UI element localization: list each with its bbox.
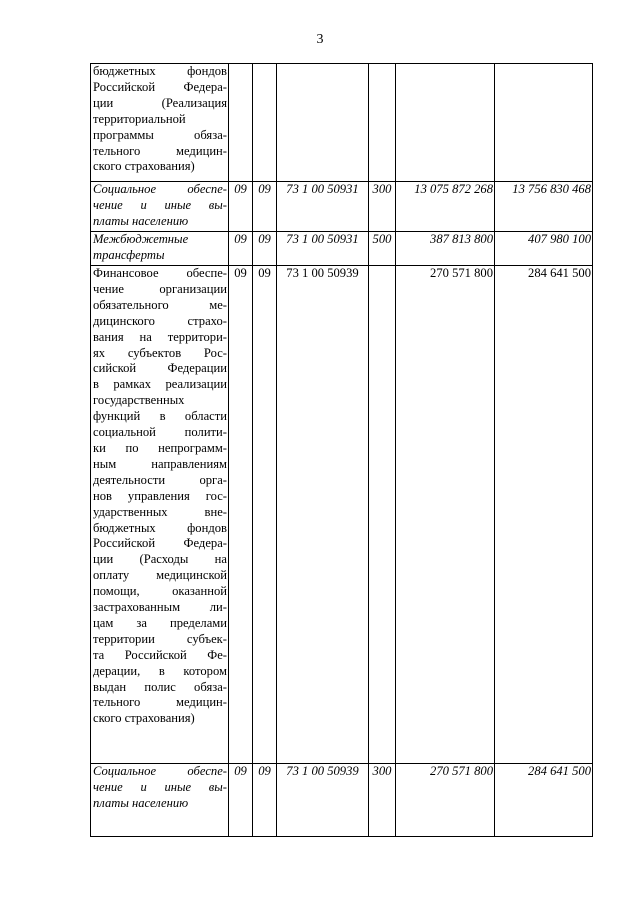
name-line: цам за пределами (93, 615, 227, 630)
name-line: платы населению (93, 795, 189, 810)
cell-amount-year1: 387 813 800 (396, 232, 495, 266)
name-line: сийской Федерации (93, 361, 227, 376)
cell-target-article: 73 1 00 50931 (277, 182, 369, 232)
name-line: оплату медицинской (93, 568, 227, 583)
cell-expense-type: 300 (369, 764, 396, 837)
name-line: чение и иные вы- (93, 779, 227, 794)
cell-name (91, 266, 229, 764)
name-line: государственных (93, 393, 185, 408)
name-line: платы населению (93, 213, 189, 228)
name-line: ки по непрограмм- (93, 440, 227, 455)
table-row (91, 182, 593, 232)
name-line: бюджетных фондов (93, 520, 227, 535)
name-line: бюджетных фондов (93, 64, 227, 78)
name-line: Социальное обеспе- (93, 764, 227, 778)
name-line: вания на территори- (93, 329, 227, 344)
name-line: ского страхования) (93, 711, 195, 726)
cell-name (91, 182, 229, 232)
name-line: ударственных вне- (93, 504, 227, 519)
name-line: Финансовое обеспе- (93, 266, 227, 280)
cell-subsection: 09 (253, 182, 277, 232)
table-row (91, 64, 593, 182)
cell-subsection: 09 (253, 232, 277, 266)
name-line: программы обяза- (93, 127, 227, 142)
name-line: в рамках реализации (93, 377, 227, 392)
cell-subsection: 09 (253, 764, 277, 837)
cell-subsection: 09 (253, 266, 277, 764)
name-line: трансферты (93, 247, 165, 262)
cell-target-article: 73 1 00 50939 (277, 764, 369, 837)
table-row (91, 232, 593, 266)
name-line: социальной полити- (93, 425, 227, 440)
name-line: Российской Федера- (93, 536, 227, 551)
cell-target-article (277, 64, 369, 182)
name-line: территории субъек- (93, 631, 227, 646)
budget-table-body (91, 64, 593, 837)
cell-expense-type: 300 (369, 182, 396, 232)
cell-target-article: 73 1 00 50939 (277, 266, 369, 764)
name-line: та Российской Фе- (93, 647, 227, 662)
cell-expense-type: 500 (369, 232, 396, 266)
name-line: обязательного ме- (93, 297, 227, 312)
name-line: тельного медицин- (93, 695, 227, 710)
name-line: ции (Расходы на (93, 552, 227, 567)
name-line: выдан полис обяза- (93, 679, 227, 694)
name-line: нов управления гос- (93, 488, 227, 503)
page-number: 3 (316, 32, 324, 47)
name-line: помощи, оказанной (93, 584, 227, 599)
name-line: ского страхования) (93, 159, 195, 174)
cell-amount-year2: 407 980 100 (495, 232, 593, 266)
name-line: чение организации (93, 281, 227, 296)
cell-subsection (253, 64, 277, 182)
table-row (91, 266, 593, 764)
cell-section: 09 (229, 182, 253, 232)
table-row (91, 764, 593, 837)
name-line: дицинского страхо- (93, 313, 227, 328)
cell-section: 09 (229, 764, 253, 837)
cell-name (91, 232, 229, 266)
name-line: деятельности орга- (93, 472, 227, 487)
cell-amount-year1 (396, 64, 495, 182)
cell-amount-year1: 270 571 800 (396, 764, 495, 837)
cell-amount-year2 (495, 64, 593, 182)
budget-table (90, 63, 593, 837)
name-line: территориальной (93, 111, 186, 126)
name-line: Социальное обеспе- (93, 182, 227, 196)
cell-expense-type (369, 266, 396, 764)
name-line: ции (Реализация (93, 95, 227, 110)
cell-name (91, 64, 229, 182)
name-line: дерации, в котором (93, 663, 227, 678)
name-line: застрахованным ли- (93, 600, 227, 615)
name-line: Российской Федера- (93, 79, 227, 94)
name-line: Межбюджетные (93, 232, 189, 246)
name-line: тельного медицин- (93, 143, 227, 158)
name-line: чение и иные вы- (93, 197, 227, 212)
name-line: ным направлениям (93, 456, 227, 471)
cell-amount-year2: 284 641 500 (495, 266, 593, 764)
cell-amount-year2: 13 756 830 468 (495, 182, 593, 232)
cell-expense-type (369, 64, 396, 182)
cell-amount-year2: 284 641 500 (495, 764, 593, 837)
cell-section: 09 (229, 266, 253, 764)
cell-name (91, 764, 229, 837)
cell-amount-year1: 13 075 872 268 (396, 182, 495, 232)
name-line: ях субъектов Рос- (93, 345, 227, 360)
cell-target-article: 73 1 00 50931 (277, 232, 369, 266)
name-line: функций в области (93, 409, 227, 424)
cell-amount-year1: 270 571 800 (396, 266, 495, 764)
cell-section (229, 64, 253, 182)
cell-section: 09 (229, 232, 253, 266)
